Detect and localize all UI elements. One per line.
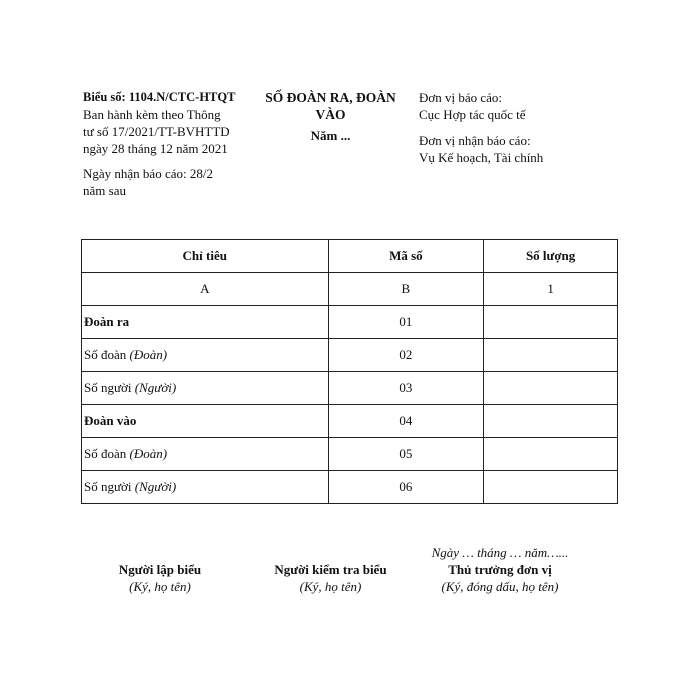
signature-date-line: Ngày … tháng … năm…... [431, 545, 569, 560]
form-code: Biểu số: 1104.N/CTC-HTQT [83, 90, 236, 104]
head-note: (Ký, đóng dấu, họ tên) [441, 579, 559, 594]
header-indicator: Chỉ tiêu [82, 240, 329, 273]
reporting-unit-label: Đơn vị báo cáo: [419, 90, 503, 105]
checker-signature-block [258, 561, 403, 595]
table-subheader-row [82, 273, 618, 306]
row-unit: (Đoàn) [129, 446, 168, 461]
table-row [82, 372, 618, 405]
row-unit: (Người) [134, 479, 177, 494]
preparer-title: Người lập biểu [118, 562, 202, 577]
row-quantity-cell[interactable] [484, 438, 618, 471]
table-row [82, 405, 618, 438]
row-label: Số người (Người) [82, 471, 329, 504]
header-quantity: Số lượng [484, 240, 618, 273]
row-label: Số người (Người) [82, 372, 329, 405]
receive-date-line-2: năm sau [83, 183, 126, 198]
report-title-line-2: VÀO [315, 107, 346, 122]
table-row [82, 339, 618, 372]
report-title-block [258, 89, 403, 144]
row-quantity-cell[interactable] [484, 471, 618, 504]
row-quantity-cell[interactable] [484, 405, 618, 438]
table-header-row [82, 240, 618, 273]
preparer-note: (Ký, họ tên) [129, 579, 191, 594]
row-code: 06 [328, 471, 484, 504]
receiving-unit-value: Vụ Kế hoạch, Tài chính [419, 150, 544, 165]
checker-title: Người kiểm tra biểu [274, 562, 387, 577]
row-unit: (Đoàn) [129, 347, 168, 362]
row-label: Số đoàn (Đoàn) [82, 339, 329, 372]
subheader-b: B [328, 273, 484, 306]
report-title-line-1: SỐ ĐOÀN RA, ĐOÀN [265, 90, 396, 105]
row-label: Đoàn vào [82, 405, 329, 438]
row-code: 01 [328, 306, 484, 339]
issued-line-2: tư số 17/2021/TT-BVHTTD [83, 124, 230, 139]
row-code: 04 [328, 405, 484, 438]
report-table [81, 239, 618, 504]
table-row [82, 306, 618, 339]
receiving-unit-label: Đơn vị nhận báo cáo: [419, 133, 531, 148]
row-code: 02 [328, 339, 484, 372]
report-year: Năm ... [310, 128, 351, 143]
head-signature-block [420, 561, 580, 595]
issued-line-3: ngày 28 tháng 12 năm 2021 [83, 141, 228, 156]
reporting-unit-value: Cục Hợp tác quốc tế [419, 107, 526, 122]
preparer-signature-block [95, 561, 225, 595]
units-block [419, 89, 619, 166]
row-label: Số đoàn (Đoàn) [82, 438, 329, 471]
row-code: 05 [328, 438, 484, 471]
issued-line-1: Ban hành kèm theo Thông [83, 107, 221, 122]
row-unit: (Người) [134, 380, 177, 395]
receive-date-line-1: Ngày nhận báo cáo: 28/2 [83, 166, 213, 181]
table-row [82, 471, 618, 504]
checker-note: (Ký, họ tên) [299, 579, 362, 594]
row-quantity-cell[interactable] [484, 306, 618, 339]
head-title: Thủ trưởng đơn vị [448, 562, 552, 577]
row-code: 03 [328, 372, 484, 405]
table-row [82, 438, 618, 471]
header-code: Mã số [328, 240, 484, 273]
row-label: Đoàn ra [82, 306, 329, 339]
row-quantity-cell[interactable] [484, 339, 618, 372]
subheader-a: A [82, 273, 329, 306]
row-quantity-cell[interactable] [484, 372, 618, 405]
subheader-1: 1 [484, 273, 618, 306]
form-info-block [83, 89, 258, 199]
